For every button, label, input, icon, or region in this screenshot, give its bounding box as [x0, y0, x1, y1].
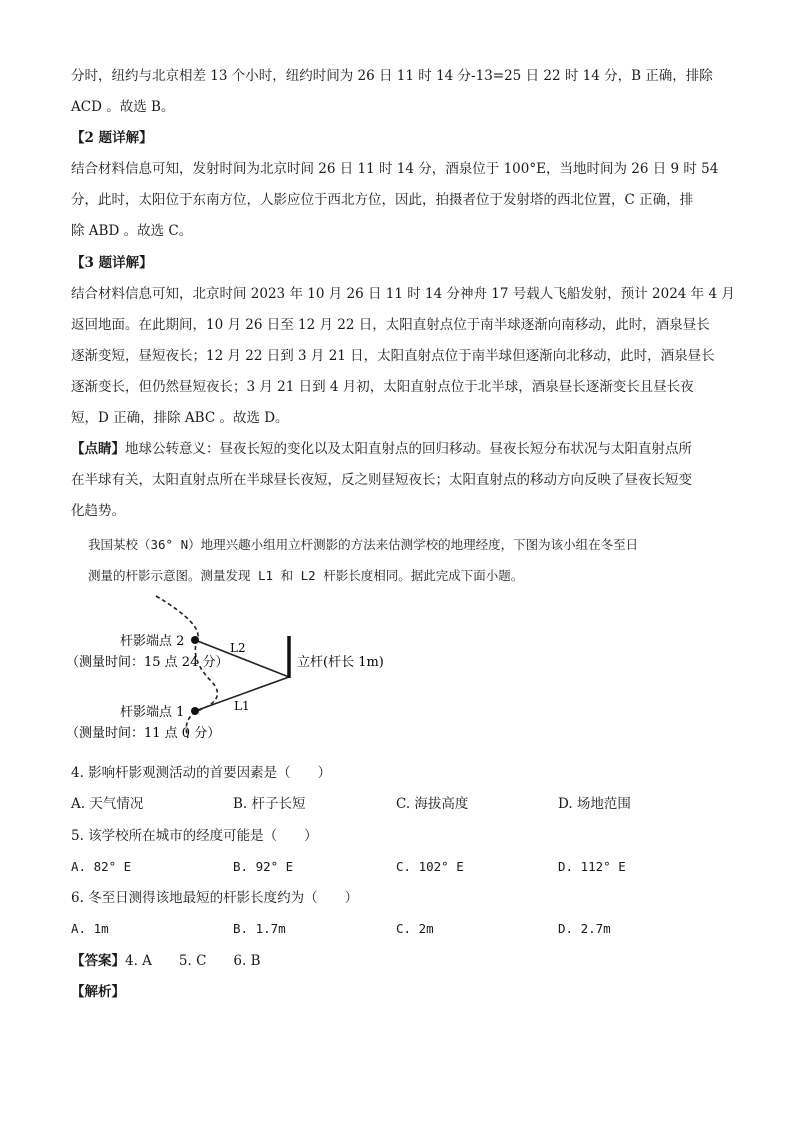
shadow-diagram	[0, 590, 794, 750]
q3-line-2: 返回地面。在此期间，10 月 26 日至 12 月 22 日，太阳直射点位于南半球逐渐向南移动，此时，酒泉昼长	[71, 317, 710, 333]
question-5-option-d: D. 112° E	[558, 859, 626, 874]
q3-header: 【3 题详解】	[71, 255, 153, 271]
point-1-label: 杆影端点 1	[120, 705, 185, 720]
point-2-label: 杆影端点 2	[120, 634, 185, 649]
question-6-option-a: A. 1m	[71, 921, 109, 936]
passage-line-2: 测量的杆影示意图。测量发现 L1 和 L2 杆影长度相同。据此完成下面小题。	[88, 568, 524, 583]
question-6-option-d: D. 2.7m	[558, 921, 611, 936]
question-5-stem: 5. 该学校所在城市的经度可能是（ ）	[71, 828, 318, 844]
question-6-option-b: B. 1.7m	[233, 921, 286, 936]
q3-line-1: 结合材料信息可知，北京时间 2023 年 10 月 26 日 11 时 14 分神舟 17 号载人飞船发射，预计 2024 年 4 月	[71, 286, 735, 302]
shadow-point-1	[191, 707, 199, 715]
question-5-option-a: A. 82° E	[71, 859, 132, 874]
question-4-option-c: C. 海拔高度	[396, 796, 469, 812]
point-2-time: （测量时间：15 点 24 分）	[66, 655, 229, 670]
l1-label: L1	[234, 699, 250, 713]
q2-line-2: 分，此时，太阳位于东南方位，人影应位于西北方位，因此，拍摄者位于发射塔的西北位置，C 正确，排	[71, 192, 694, 208]
passage-line-1: 我国某校（36° N）地理兴趣小组用立杆测影的方法来估测学校的地理经度，下图为该小组在冬至日	[88, 537, 639, 552]
q3-line-5: 短，D 正确，排除 ABC 。故选 D。	[71, 410, 289, 426]
paragraph-1-line-2: ACD 。故选 B。	[71, 99, 175, 115]
q2-line-3: 除 ABD 。故选 C。	[71, 223, 193, 239]
l2-label: L2	[230, 641, 246, 655]
question-6-option-c: C. 2m	[396, 921, 434, 936]
question-5-option-b: B. 92° E	[233, 859, 294, 874]
q2-header: 【2 题详解】	[71, 130, 153, 146]
paragraph-1-line-1: 分时，纽约与北京相差 13 个小时，纽约时间为 26 日 11 时 14 分-13=25 日 22 时 14 分，B 正确，排除	[71, 68, 713, 84]
tips-line-3: 化趋势。	[71, 503, 125, 519]
shadow-point-2	[191, 636, 199, 644]
question-4-stem: 4. 影响杆影观测活动的首要因素是（ ）	[71, 765, 332, 781]
question-4-option-a: A. 天气情况	[71, 796, 144, 812]
q3-line-4: 逐渐变长，但仍然昼短夜长；3 月 21 日到 4 月初，太阳直射点位于北半球，酒泉昼长逐渐变长且昼长夜	[71, 379, 694, 395]
tips-line-1	[71, 439, 692, 459]
tips-line-2: 在半球有关，太阳直射点所在半球昼长夜短，反之则昼短夜长；太阳直射点的移动方向反映了昼夜长短变	[71, 472, 692, 488]
point-1-time: （测量时间：11 点 0 分）	[66, 726, 221, 741]
tips-header: 【点睛】	[71, 441, 125, 457]
question-4-option-d: D. 场地范围	[558, 796, 631, 812]
tips-text-1: 地球公转意义：昼夜长短的变化以及太阳直射点的回归移动。昼夜长短分布状况与太阳直射点所	[125, 441, 692, 457]
q2-line-1: 结合材料信息可知，发射时间为北京时间 26 日 11 时 14 分，酒泉位于 100°E，当地时间为 26 日 9 时 54	[71, 161, 719, 177]
answer-line	[71, 951, 261, 971]
analysis-header: 【解析】	[71, 984, 125, 1000]
question-6-stem: 6. 冬至日测得该地最短的杆影长度约为（ ）	[71, 890, 359, 906]
pole-label: 立杆(杆长 1m)	[297, 655, 384, 670]
answer-text: 4. A 5. C 6. B	[125, 953, 261, 969]
q3-line-3: 逐渐变短，昼短夜长；12 月 22 日到 3 月 21 日，太阳直射点位于南半球但逐渐向北移动，此时，酒泉昼长	[71, 348, 715, 364]
question-4-option-b: B. 杆子长短	[233, 796, 306, 812]
answer-header: 【答案】	[71, 953, 125, 969]
question-5-option-c: C. 102° E	[396, 859, 464, 874]
